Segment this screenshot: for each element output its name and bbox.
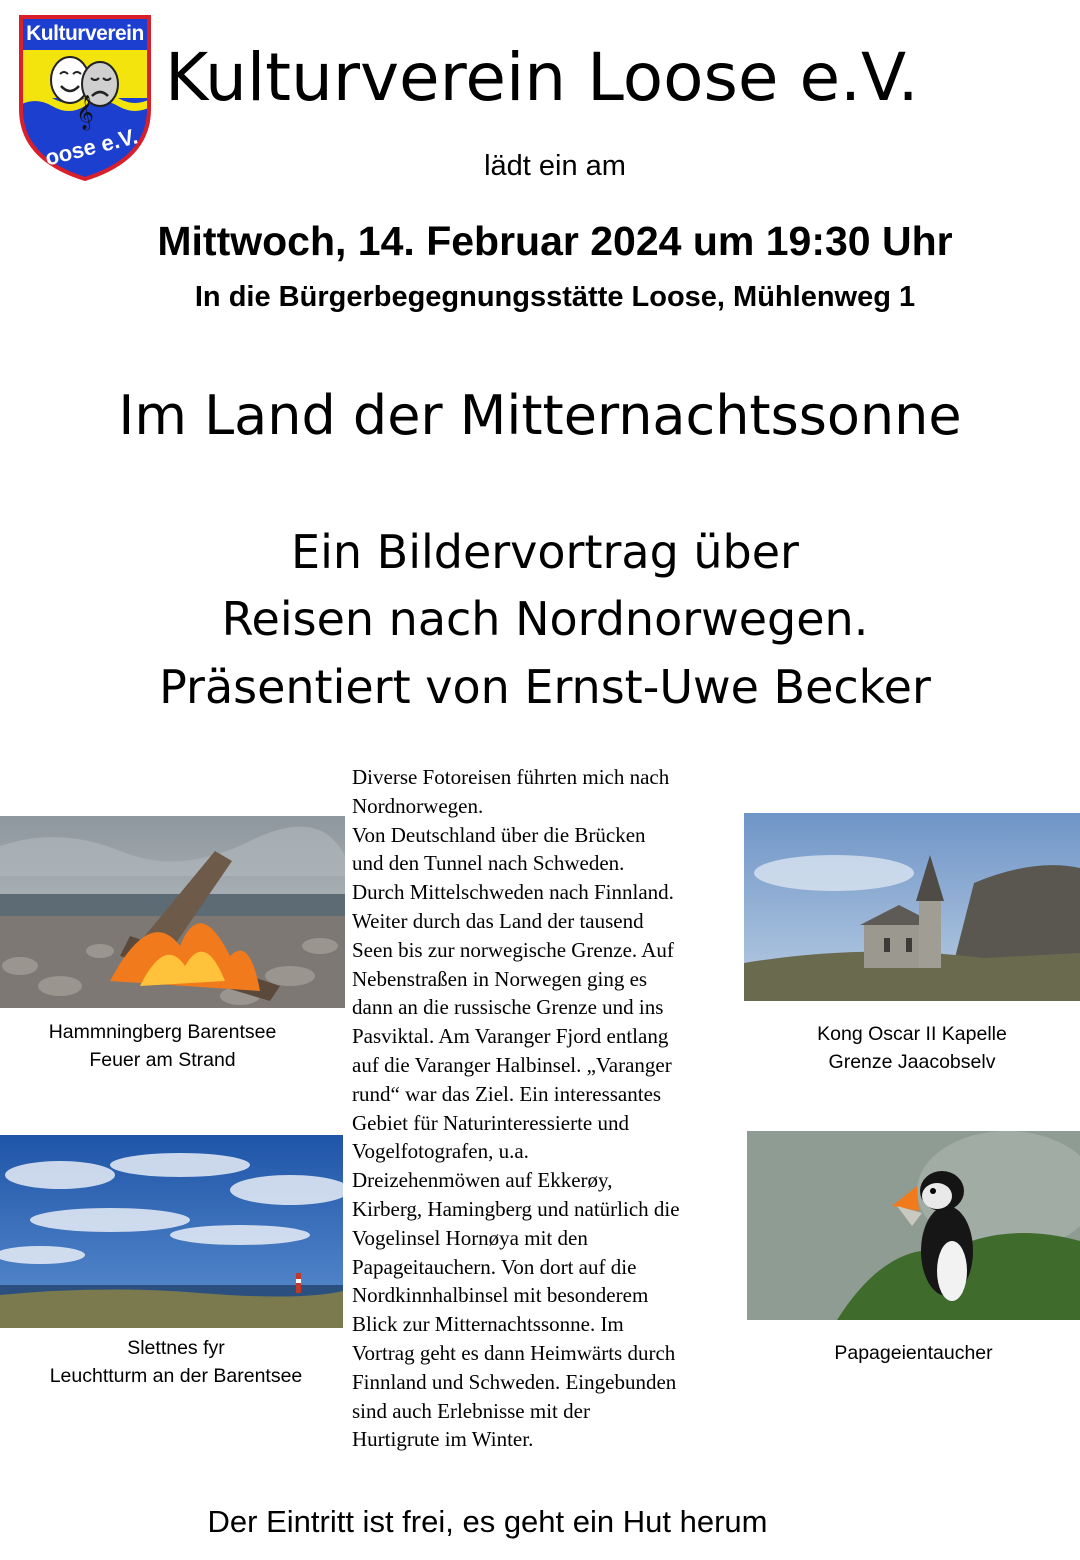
caption-line: Kong Oscar II Kapelle: [817, 1023, 1007, 1045]
description-line: Papageitauchern. Von dort auf die: [352, 1254, 637, 1279]
description-text: [352, 763, 737, 1454]
description-line: Nebenstraßen in Norwegen ging es: [352, 966, 648, 991]
invite-line: lädt ein am: [484, 150, 626, 182]
description-line: und den Tunnel nach Schweden.: [352, 851, 625, 876]
photo-caption: [0, 1334, 352, 1390]
description-line: Blick zur Mitternachtssonne. Im: [352, 1312, 624, 1337]
admission-note: Der Eintritt ist frei, es geht ein Hut herum: [207, 1504, 768, 1539]
event-date: Mittwoch, 14. Februar 2024 um 19:30 Uhr: [157, 218, 953, 264]
description-line: Seen bis zur norwegische Grenze. Auf: [352, 937, 674, 962]
talk-subtitle-line: Präsentiert von Ernst-Uwe Becker: [159, 660, 931, 714]
description-line: Durch Mittelschweden nach Finnland.: [352, 880, 674, 905]
event-venue: In die Bürgerbegegnungsstätte Loose, Mühlenweg 1: [194, 281, 916, 313]
description-line: dann an die russische Grenze und ins: [352, 995, 664, 1020]
description-line: sind auch Erlebnisse mit der: [352, 1398, 590, 1423]
photo-lighthouse: [0, 1135, 343, 1328]
description-line: Von Deutschland über die Brücken: [352, 822, 646, 847]
caption-line: Papageientaucher: [834, 1342, 993, 1364]
photo-chapel: [744, 813, 1080, 1001]
description-line: Vogelfotografen, u.a.: [352, 1139, 529, 1164]
description-line: Weiter durch das Land der tausend: [352, 908, 644, 933]
logo-bottom-text: Loose e.V.: [29, 123, 141, 174]
description-line: Kirberg, Hamingberg und natürlich die: [352, 1196, 680, 1221]
talk-subtitle-line: Reisen nach Nordnorwegen.: [221, 592, 869, 646]
photo-caption: [747, 1339, 1080, 1367]
description-line: Nordnorwegen.: [352, 793, 484, 818]
page-title: Kulturverein Loose e.V.: [165, 39, 919, 116]
caption-line: Slettnes fyr: [127, 1337, 225, 1359]
description-line: Gebiet für Naturinteressierte und: [352, 1110, 629, 1135]
description-line: Finnland und Schweden. Eingebunden: [352, 1369, 677, 1394]
photo-puffin: [747, 1131, 1080, 1320]
description-line: Dreizehenmöwen auf Ekkerøy,: [352, 1168, 613, 1193]
description-line: Hurtigrute im Winter.: [352, 1427, 534, 1452]
logo-top-text: Kulturverein: [26, 22, 144, 45]
treble-clef-icon: 𝄞: [76, 95, 94, 130]
description-line: Nordkinnhalbinsel mit besonderem: [352, 1283, 649, 1308]
talk-subtitle-line: Ein Bildervortrag über: [291, 525, 799, 579]
description-line: Vortrag geht es dann Heimwärts durch: [352, 1340, 676, 1365]
photo-beach-fire: [0, 816, 345, 1008]
caption-line: Hammningberg Barentsee: [48, 1021, 277, 1043]
caption-line: Grenze Jaacobselv: [828, 1051, 996, 1073]
photo-caption: [0, 1018, 325, 1074]
description-line: auf die Varanger Halbinsel. „Varanger: [352, 1052, 672, 1077]
photo-caption: [744, 1020, 1080, 1076]
description-line: Pasviktal. Am Varanger Fjord entlang: [352, 1024, 669, 1049]
talk-headline: Im Land der Mitternachtssonne: [118, 384, 962, 447]
description-line: Vogelinsel Hornøya mit den: [352, 1225, 588, 1250]
caption-line: Leuchtturm an der Barentsee: [49, 1365, 303, 1387]
description-line: rund“ war das Ziel. Ein interessantes: [352, 1081, 662, 1106]
caption-line: Feuer am Strand: [89, 1049, 236, 1071]
description-line: Diverse Fotoreisen führten mich nach: [352, 765, 670, 789]
